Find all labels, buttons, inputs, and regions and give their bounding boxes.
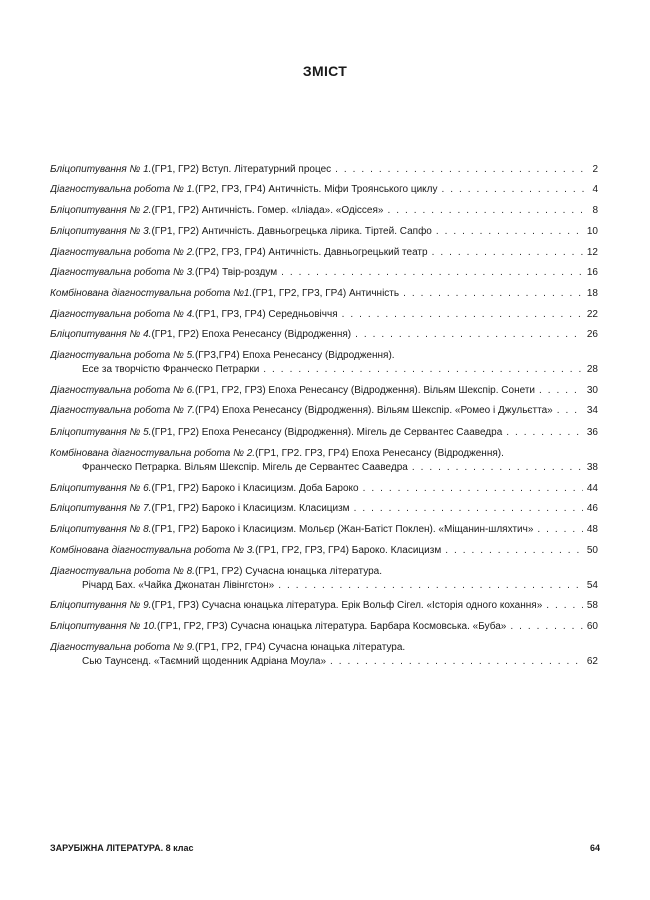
- entry-title: (ГР1, ГР2) Античність. Гомер. «Іліада». «Одіссея»: [151, 205, 384, 216]
- entry-kind: Бліцопитування № 8.: [50, 524, 152, 535]
- entry-kind: Бліцопитування № 2.: [50, 205, 152, 216]
- toc-entry[interactable]: [50, 163, 598, 177]
- entry-kind: Бліцопитування № 10.: [50, 621, 158, 632]
- dot-leader: [546, 599, 583, 613]
- entry-title: (ГР1, ГР2, ГР3, ГР4) Античність: [252, 288, 400, 299]
- toc-entry[interactable]: [50, 204, 598, 218]
- dot-leader: [355, 328, 583, 342]
- entry-kind: Діагностувальна робота № 9.: [50, 642, 195, 653]
- entry-page: 10: [586, 226, 598, 237]
- entry-title: (ГР1, ГР2, ГР3) Сучасна юнацька література. Барбара Космовська. «Буба»: [157, 621, 507, 632]
- dot-leader: [510, 620, 583, 634]
- toc-entry[interactable]: [50, 349, 598, 377]
- entry-title-continued: Есе за творчістю Франческо Петрарки: [82, 364, 260, 375]
- dot-leader: [281, 266, 583, 280]
- entry-page: 2: [592, 164, 598, 175]
- toc-entry[interactable]: [50, 426, 598, 440]
- entry-kind: Комбінована діагностувальна робота № 2.: [50, 448, 256, 459]
- entry-kind: Бліцопитування № 5.: [50, 427, 152, 438]
- toc-entry[interactable]: [50, 599, 598, 613]
- entry-title: (ГР1, ГР2) Бароко і Класицизм. Доба Бароко: [151, 483, 359, 494]
- footer-grade: 8 клас: [163, 843, 194, 853]
- entry-page: 36: [586, 427, 598, 438]
- dot-leader: [436, 225, 583, 239]
- footer-book-title: [50, 843, 193, 853]
- entry-page: 46: [586, 503, 598, 514]
- toc-entry[interactable]: [50, 523, 598, 537]
- entry-page: 54: [586, 580, 598, 591]
- dot-leader: [539, 384, 583, 398]
- toc-entry[interactable]: [50, 565, 598, 593]
- entry-page: 62: [586, 656, 598, 667]
- dot-leader: [445, 544, 583, 558]
- entry-title: (ГР3,ГР4) Епоха Ренесансу (Відродження).: [194, 350, 395, 361]
- dot-leader: [387, 204, 584, 218]
- entry-kind: Бліцопитування № 7.: [50, 503, 152, 514]
- entry-kind: Бліцопитування № 9.: [50, 600, 152, 611]
- entry-kind: Діагностувальна робота № 2.: [50, 247, 195, 258]
- entry-kind: Діагностувальна робота № 8.: [50, 566, 195, 577]
- dot-leader: [537, 523, 582, 537]
- toc-entry[interactable]: [50, 404, 598, 418]
- entry-page: 16: [586, 267, 598, 278]
- toc-entry[interactable]: [50, 308, 598, 322]
- dot-leader: [342, 308, 583, 322]
- toc-entry[interactable]: [50, 447, 598, 475]
- entry-page: 38: [586, 462, 598, 473]
- entry-title-continued: Франческо Петрарка. Вільям Шекспір. Мігель де Сервантес Сааведра: [82, 462, 408, 473]
- entry-page: 28: [586, 364, 598, 375]
- entry-title: (ГР1, ГР2) Епоха Ренесансу (Відродження): [151, 329, 352, 340]
- entry-title: (ГР4) Твір-роздум: [194, 267, 278, 278]
- dot-leader: [330, 655, 583, 669]
- entry-kind: Бліцопитування № 1.: [50, 164, 152, 175]
- toc-entry[interactable]: [50, 225, 598, 239]
- toc-entry[interactable]: [50, 641, 598, 669]
- entry-page: 34: [586, 405, 598, 416]
- toc-entry[interactable]: [50, 502, 598, 516]
- entry-page: 44: [586, 483, 598, 494]
- entry-page: 60: [586, 621, 598, 632]
- dot-leader: [432, 246, 583, 260]
- entry-title: (ГР1, ГР2) Епоха Ренесансу (Відродження). Мігель де Сервантес Сааведра: [151, 427, 503, 438]
- entry-page: 8: [592, 205, 598, 216]
- entry-title: (ГР1, ГР2) Вступ. Літературний процес: [151, 164, 332, 175]
- entry-page: 4: [592, 184, 598, 195]
- entry-title: (ГР1, ГР3, ГР4) Середньовіччя: [194, 309, 338, 320]
- entry-kind: Бліцопитування № 6.: [50, 483, 152, 494]
- toc-entry[interactable]: [50, 328, 598, 342]
- entry-title: (ГР2, ГР3, ГР4) Античність. Давньогрецький театр: [194, 247, 428, 258]
- toc-entry[interactable]: [50, 266, 598, 280]
- dot-leader: [263, 363, 583, 377]
- entry-page: 50: [586, 545, 598, 556]
- toc-entry[interactable]: [50, 287, 598, 301]
- entry-kind: Діагностувальна робота № 5.: [50, 350, 195, 361]
- footer-subject: ЗАРУБІЖНА ЛІТЕРАТУРА.: [50, 843, 164, 853]
- entry-kind: Комбінована діагностувальна робота №1.: [50, 288, 253, 299]
- entry-page: 58: [586, 600, 598, 611]
- dot-leader: [278, 579, 583, 593]
- entry-kind: Діагностувальна робота № 6.: [50, 385, 195, 396]
- entry-title: (ГР1, ГР2) Сучасна юнацька література.: [194, 566, 383, 577]
- dot-leader: [506, 426, 583, 440]
- entry-page: 30: [586, 385, 598, 396]
- toc-entry[interactable]: [50, 620, 598, 634]
- dot-leader: [335, 163, 584, 177]
- page-footer: [50, 843, 600, 853]
- entry-title: (ГР4) Епоха Ренесансу (Відродження). Вільям Шекспір. «Ромео і Джульєтта»: [194, 405, 553, 416]
- toc-entry[interactable]: [50, 246, 598, 260]
- entry-title: (ГР1, ГР2, ГР3) Епоха Ренесансу (Відродження). Вільям Шекспір. Сонети: [194, 385, 535, 396]
- entry-page: 12: [586, 247, 598, 258]
- entry-kind: Бліцопитування № 3.: [50, 226, 152, 237]
- entry-kind: Діагностувальна робота № 4.: [50, 309, 195, 320]
- entry-page: 26: [586, 329, 598, 340]
- entry-title: (ГР1, ГР2, ГР4) Сучасна юнацька література.: [194, 642, 406, 653]
- entry-page: 22: [586, 309, 598, 320]
- entry-title: (ГР1, ГР2) Бароко і Класицизм. Мольєр (Жан-Батіст Поклен). «Міщанин-шляхтич»: [151, 524, 534, 535]
- page-title: ЗМІСТ: [302, 63, 348, 79]
- entry-kind: Діагностувальна робота № 7.: [50, 405, 195, 416]
- dot-leader: [412, 461, 583, 475]
- dot-leader: [442, 183, 584, 197]
- dot-leader: [403, 287, 583, 301]
- dot-leader: [363, 482, 583, 496]
- entry-title-continued: Сью Таунсенд. «Таємний щоденник Адріана Моула»: [82, 656, 327, 667]
- toc-entry[interactable]: [50, 544, 598, 558]
- entry-kind: Діагностувальна робота № 1.: [50, 184, 195, 195]
- entry-page: 18: [586, 288, 598, 299]
- entry-title-continued: Річард Бах. «Чайка Джонатан Лівінгстон»: [82, 580, 275, 591]
- entry-kind: Діагностувальна робота № 3.: [50, 267, 195, 278]
- toc-entry[interactable]: [50, 183, 598, 197]
- dot-leader: [354, 502, 583, 516]
- entry-title: (ГР1, ГР2, ГР3, ГР4) Бароко. Класицизм: [255, 545, 442, 556]
- toc-entry[interactable]: [50, 482, 598, 496]
- entry-title: (ГР1, ГР2) Античність. Давньогрецька лірика. Тіртей. Сапфо: [151, 226, 432, 237]
- toc-entry[interactable]: [50, 384, 598, 398]
- entry-title: (ГР2, ГР3, ГР4) Античність. Міфи Троянського циклу: [194, 184, 438, 195]
- entry-kind: Комбінована діагностувальна робота № 3.: [50, 545, 256, 556]
- footer-page-number: 64: [589, 843, 600, 853]
- entry-title: (ГР1, ГР3) Сучасна юнацька література. Ерік Вольф Сігел. «Історія одного кохання»: [151, 600, 543, 611]
- entry-title: (ГР1, ГР2) Бароко і Класицизм. Класицизм: [151, 503, 350, 514]
- dot-leader: [557, 404, 583, 418]
- entry-title: (ГР1, ГР2. ГР3, ГР4) Епоха Ренесансу (Відродження).: [255, 448, 504, 459]
- entry-kind: Бліцопитування № 4.: [50, 329, 152, 340]
- entry-page: 48: [586, 524, 598, 535]
